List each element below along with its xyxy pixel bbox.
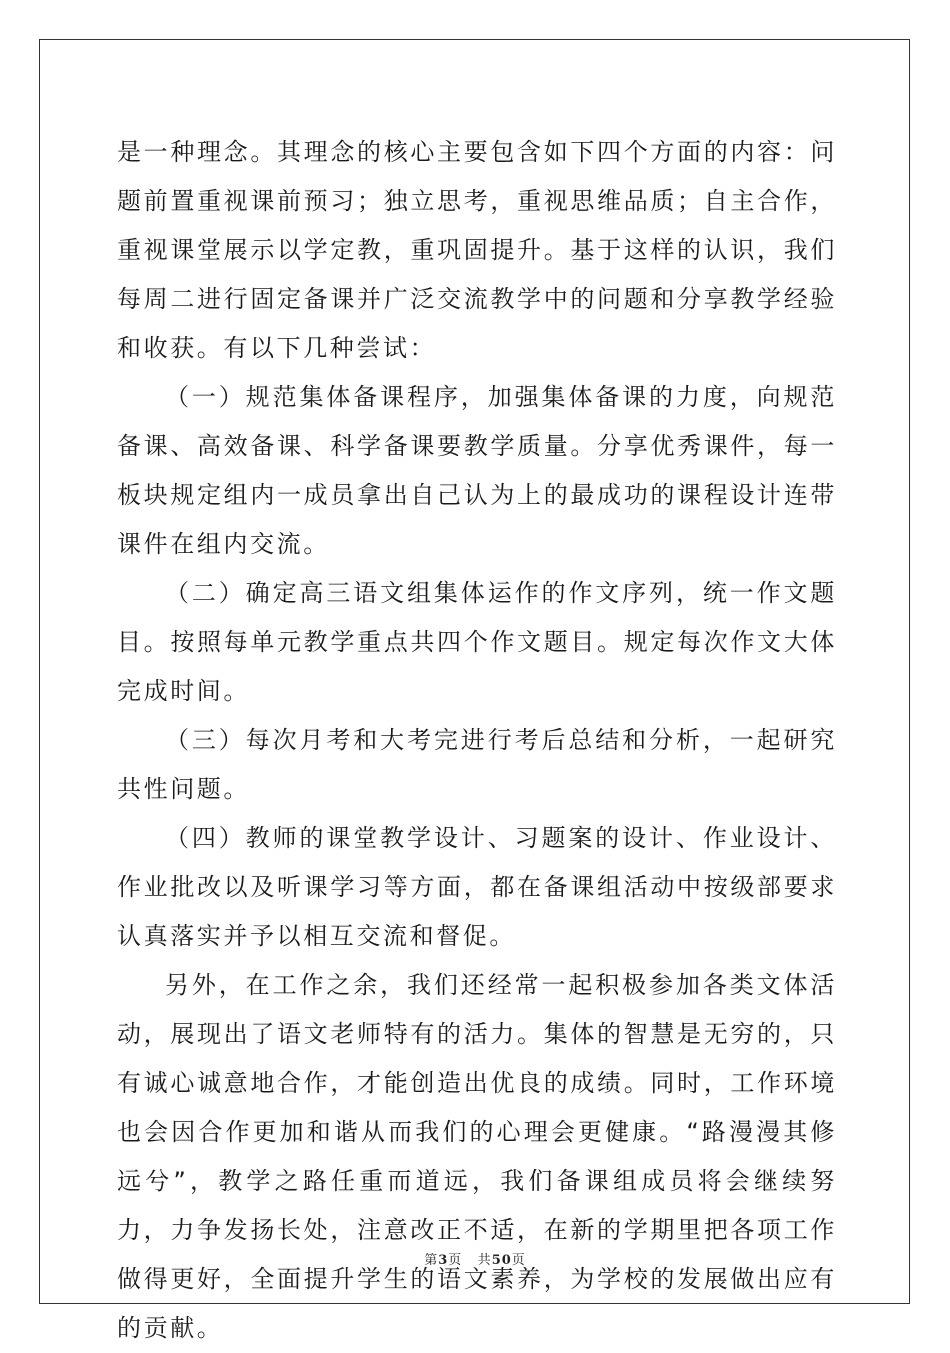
current-page-number: 3 <box>438 1253 449 1268</box>
paragraph-1: 是一种理念。其理念的核心主要包含如下四个方面的内容：问题前置重视课前预习；独立思考，重视思维品质；自主合作，重视课堂展示以学定教，重巩固提升。基于这样的认识，我们每周二进行固定备课并广泛交流教学中的问题和分享教学经验和收获。有以下几种尝试： <box>117 138 837 362</box>
paragraph-2: （一）规范集体备课程序，加强集体备课的力度，向规范备课、高效备课、科学备课要教学质量。分享优秀课件，每一板块规定组内一成员拿出自己认为上的最成功的课程设计连带课件在组内交流。 <box>117 383 837 558</box>
paragraph-6: 另外，在工作之余，我们还经常一起积极参加各类文体活动，展现出了语文老师特有的活力。集体的智慧是无穷的，只有诚心诚意地合作，才能创造出优良的成绩。同时，工作环境也会因合作更加和谐从而我们的心理会更健康。“路漫漫其修远兮”，教学之路任重而道远，我们备课组成员将会继续努力，力争发扬长处，注意改正不适，在新的学期里把各项工作做得更好，全面提升学生的语文素养，为学校的发展做出应有的贡献。 <box>117 971 837 1342</box>
footer-total-suffix: 页 <box>511 1253 526 1268</box>
paragraph-4: （三）每次月考和大考完进行考后总结和分析，一起研究共性问题。 <box>117 726 837 803</box>
total-pages-number: 50 <box>491 1253 512 1268</box>
footer-total-prefix: 共 <box>477 1253 492 1268</box>
document-body <box>117 128 837 1353</box>
footer-page-suffix: 页 <box>448 1253 463 1268</box>
paragraph-5: （四）教师的课堂教学设计、习题案的设计、作业设计、作业批改以及听课学习等方面，都在备课组活动中按级部要求认真落实并予以相互交流和督促。 <box>117 824 837 950</box>
paragraph-3: （二）确定高三语文组集体运作的作文序列，统一作文题目。按照每单元教学重点共四个作文题目。规定每次作文大体完成时间。 <box>117 579 837 705</box>
page-footer <box>0 1249 950 1268</box>
footer-prefix: 第 <box>424 1253 439 1268</box>
